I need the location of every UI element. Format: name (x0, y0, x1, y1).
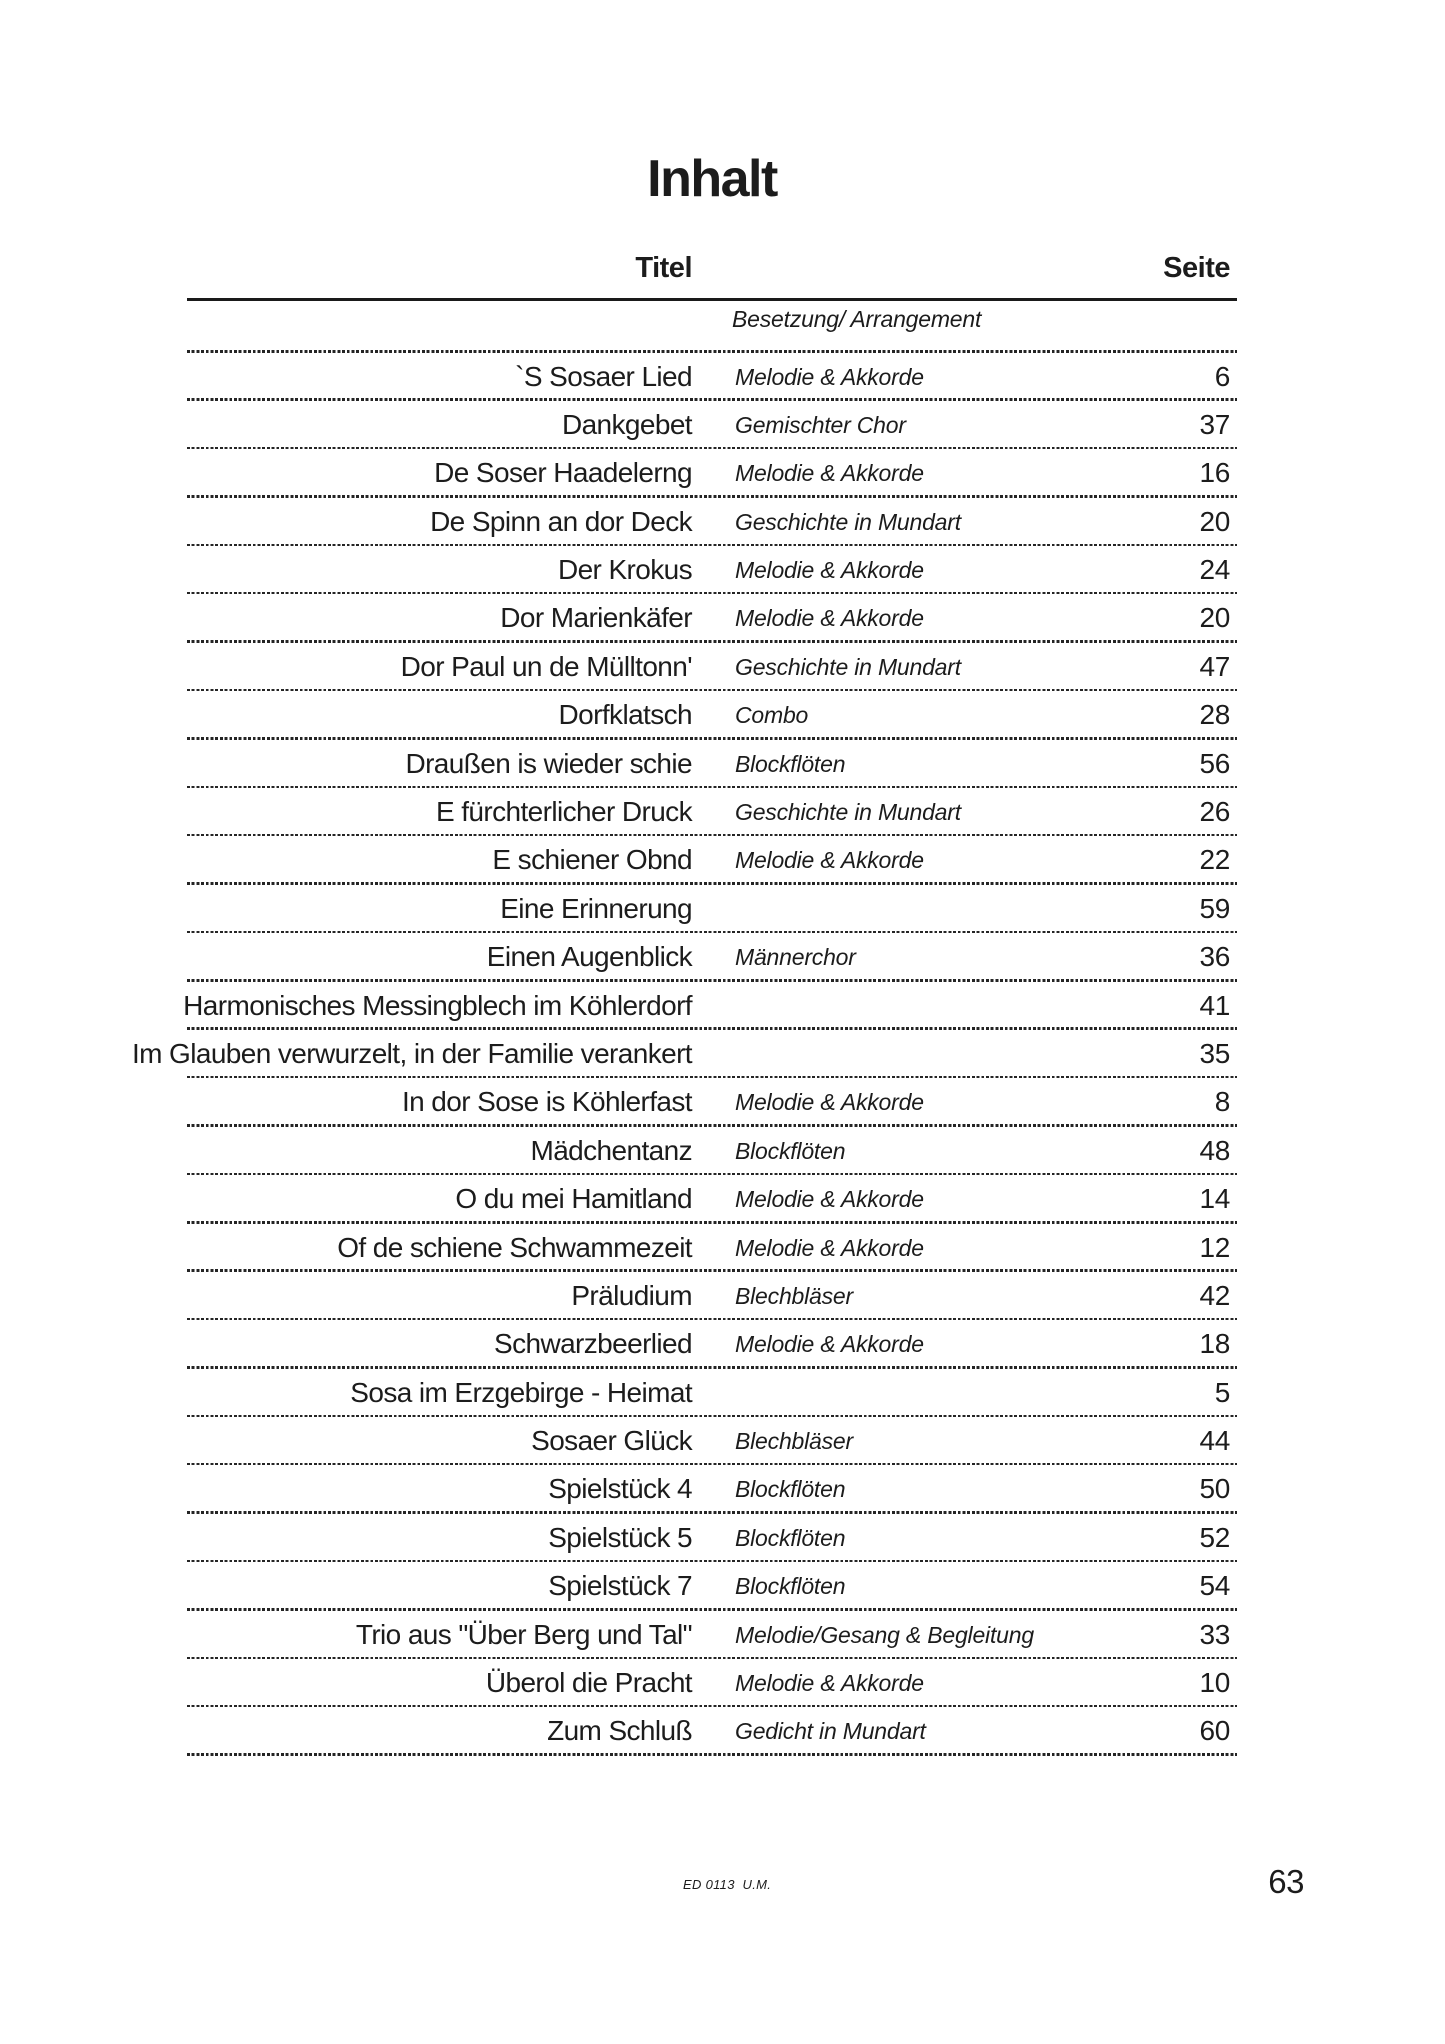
toc-title: O du mei Hamitland (455, 1183, 692, 1215)
toc-title: Zum Schluß (547, 1715, 692, 1747)
toc-page-number: 33 (1199, 1618, 1230, 1650)
toc-row (187, 546, 1237, 594)
toc-page-number: 20 (1199, 505, 1230, 537)
toc-title: Überol die Pracht (485, 1667, 692, 1699)
toc-page-number: 26 (1199, 796, 1230, 828)
toc-arrangement: Blockflöten (735, 1524, 846, 1551)
toc-page-number: 36 (1199, 941, 1230, 973)
toc-title: De Soser Haadelerng (434, 457, 692, 489)
toc-row (187, 1127, 1237, 1175)
toc-page-number: 48 (1199, 1134, 1230, 1166)
toc-row (187, 740, 1237, 788)
toc-page-number: 35 (1199, 1037, 1230, 1069)
toc-arrangement: Blockflöten (735, 1137, 846, 1164)
toc-page-number: 18 (1199, 1328, 1230, 1360)
toc-page-number: 44 (1199, 1425, 1230, 1457)
toc-title: Sosaer Glück (531, 1425, 692, 1457)
toc-title: Trio aus "Über Berg und Tal" (355, 1618, 692, 1650)
toc-page-number: 14 (1199, 1183, 1230, 1215)
toc-page-number: 20 (1199, 602, 1230, 634)
toc-row (187, 788, 1237, 836)
toc-row (187, 1465, 1237, 1513)
toc-page-number: 5 (1214, 1376, 1230, 1408)
toc-row (187, 933, 1237, 981)
toc-row (187, 353, 1237, 401)
toc-row (187, 1417, 1237, 1465)
toc-title: Spielstück 7 (548, 1570, 692, 1602)
toc-arrangement: Melodie & Akkorde (735, 363, 924, 390)
toc-page-number: 56 (1199, 747, 1230, 779)
toc-title: Im Glauben verwurzelt, in der Familie verankert (131, 1037, 692, 1069)
toc-row (187, 401, 1237, 449)
toc-page-number: 24 (1199, 554, 1230, 586)
toc-arrangement: Blechbläser (735, 1282, 853, 1309)
toc-page-number: 60 (1199, 1715, 1230, 1747)
toc-arrangement: Blockflöten (735, 750, 846, 777)
toc-row (187, 836, 1237, 884)
toc-title: De Spinn an dor Deck (430, 505, 692, 537)
toc-arrangement: Combo (735, 702, 809, 729)
toc-arrangement: Melodie & Akkorde (735, 1234, 924, 1261)
toc-row (187, 1078, 1237, 1126)
toc-title: Dankgebet (561, 408, 692, 440)
toc-arrangement: Männerchor (735, 944, 856, 971)
toc-page-number: 59 (1199, 892, 1230, 924)
toc-title: Präludium (571, 1279, 692, 1311)
toc-row (187, 498, 1237, 546)
table-header (187, 252, 1237, 284)
toc-arrangement: Melodie & Akkorde (735, 1670, 924, 1697)
toc-row (187, 1272, 1237, 1320)
toc-row (187, 1514, 1237, 1562)
toc-arrangement: Geschichte in Mundart (735, 799, 961, 826)
toc-page-number: 28 (1199, 699, 1230, 731)
toc-row (187, 1611, 1237, 1659)
column-header-seite: Seite (1163, 252, 1230, 284)
toc-row (187, 1224, 1237, 1272)
toc-arrangement: Melodie & Akkorde (735, 1331, 924, 1358)
toc-row (187, 1562, 1237, 1610)
toc-title: Harmonisches Messingblech im Köhlerdorf (183, 989, 692, 1021)
toc-arrangement: Gemischter Chor (735, 411, 906, 438)
toc-row (187, 1659, 1237, 1707)
toc-arrangement: Blockflöten (735, 1476, 846, 1503)
toc-arrangement: Blechbläser (735, 1428, 853, 1455)
toc-page-number: 10 (1199, 1667, 1230, 1699)
toc-title: E schiener Obnd (492, 844, 692, 876)
toc-arrangement: Melodie & Akkorde (735, 847, 924, 874)
toc-row (187, 1175, 1237, 1223)
toc-rows (131, 350, 1237, 1756)
toc-page-number: 50 (1199, 1473, 1230, 1505)
toc-page-number: 8 (1214, 1086, 1230, 1118)
toc-title: Draußen is wieder schie (405, 747, 692, 779)
toc-arrangement: Blockflöten (735, 1573, 846, 1600)
toc-row (187, 1369, 1237, 1417)
toc-arrangement: Geschichte in Mundart (735, 508, 961, 535)
toc-title: In dor Sose is Köhlerfast (401, 1086, 692, 1118)
toc-arrangement: Melodie & Akkorde (735, 460, 924, 487)
toc-title: Dor Marienkäfer (500, 602, 692, 634)
toc-page-number: 52 (1199, 1521, 1230, 1553)
toc-page-number: 47 (1199, 650, 1230, 682)
toc-row (131, 1030, 1237, 1078)
subheader-besetzung-arrangement: Besetzung/ Arrangement (732, 306, 982, 332)
toc-row (187, 885, 1237, 933)
toc-title: Einen Augenblick (486, 941, 692, 973)
toc-title: Der Krokus (557, 554, 692, 586)
toc-title: Spielstück 5 (548, 1521, 692, 1553)
toc-row (187, 449, 1237, 497)
toc-title: Of de schiene Schwammezeit (337, 1231, 692, 1263)
toc-row (187, 643, 1237, 691)
toc-row (187, 1320, 1237, 1368)
toc-title: `S Sosaer Lied (515, 360, 692, 392)
toc-row (187, 1707, 1237, 1755)
toc-page-number: 12 (1199, 1231, 1230, 1263)
toc-arrangement: Melodie & Akkorde (735, 557, 924, 584)
toc-arrangement: Melodie/Gesang & Begleitung (735, 1621, 1034, 1648)
toc-title: Sosa im Erzgebirge - Heimat (350, 1376, 692, 1408)
toc-title: Dor Paul un de Mülltonn' (400, 650, 692, 682)
page-title: Inhalt (647, 150, 777, 208)
toc-title: Mädchentanz (530, 1134, 692, 1166)
toc-page-number: 42 (1199, 1279, 1230, 1311)
toc-arrangement: Melodie & Akkorde (735, 605, 924, 632)
toc-page-number: 41 (1199, 989, 1230, 1021)
header-rule (187, 298, 1237, 301)
toc-row (187, 594, 1237, 642)
toc-title: E fürchterlicher Druck (436, 796, 692, 828)
toc-page-number: 16 (1199, 457, 1230, 489)
page-number: 63 (1268, 1863, 1304, 1900)
toc-title: Dorfklatsch (558, 699, 692, 731)
toc-arrangement: Geschichte in Mundart (735, 653, 961, 680)
toc-title: Eine Erinnerung (500, 892, 692, 924)
toc-title: Schwarzbeerlied (494, 1328, 692, 1360)
toc-title: Spielstück 4 (548, 1473, 692, 1505)
toc-page-number: 54 (1199, 1570, 1230, 1602)
toc-row (183, 982, 1237, 1030)
toc-page-number: 22 (1199, 844, 1230, 876)
toc-row (187, 691, 1237, 739)
toc-arrangement: Melodie & Akkorde (735, 1089, 924, 1116)
toc-arrangement: Gedicht in Mundart (735, 1718, 926, 1745)
toc-page-number: 6 (1214, 360, 1230, 392)
toc-arrangement: Melodie & Akkorde (735, 1186, 924, 1213)
column-header-titel: Titel (635, 252, 692, 284)
edition-number: ED 0113 U.M. (683, 1877, 772, 1892)
toc-page-number: 37 (1199, 408, 1230, 440)
